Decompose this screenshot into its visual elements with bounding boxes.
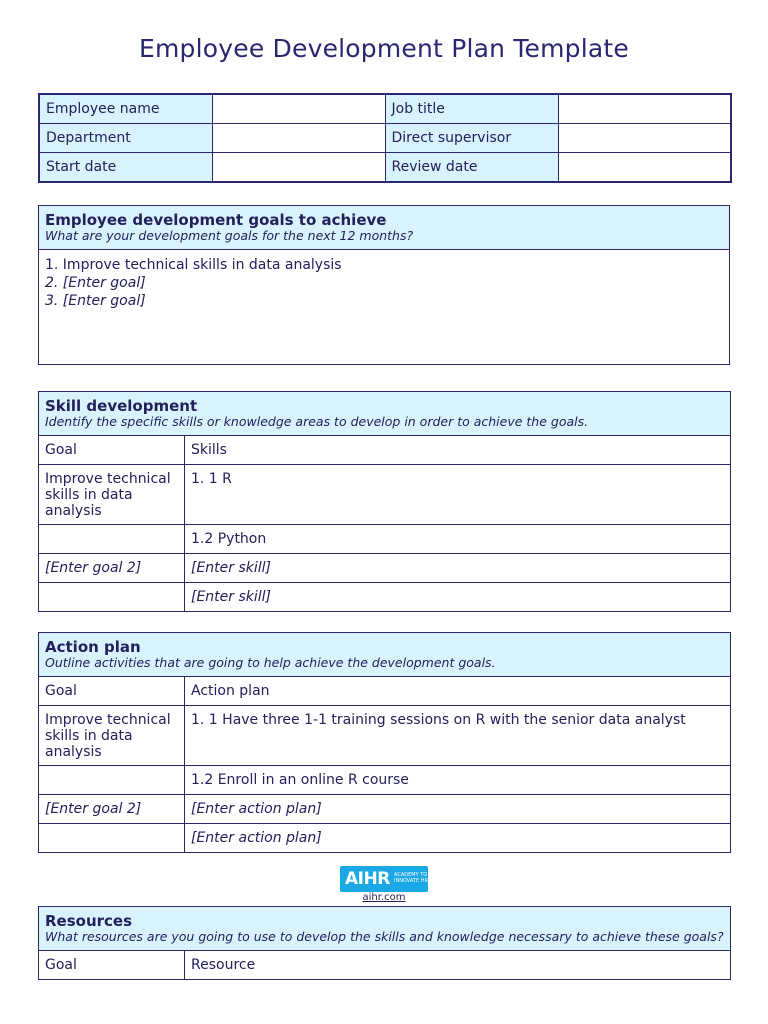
action-goal-empty[interactable] xyxy=(39,824,185,853)
goals-section xyxy=(38,205,730,365)
goals-body[interactable] xyxy=(39,250,730,365)
skills-col-skills: Skills xyxy=(185,436,731,465)
skills-goal-empty[interactable] xyxy=(39,583,185,612)
logo-tagline: ACADEMY TO INNOVATE HR xyxy=(394,872,428,884)
action-goal-empty[interactable] xyxy=(39,766,185,795)
action-plan-1[interactable]: 1. 1 Have three 1-1 training sessions on R with the senior data analyst xyxy=(185,706,731,766)
action-goal-2[interactable]: [Enter goal 2] xyxy=(39,795,185,824)
direct-supervisor-field[interactable] xyxy=(558,124,731,153)
action-col-goal: Goal xyxy=(39,677,185,706)
action-plan-2[interactable]: 1.2 Enroll in an online R course xyxy=(185,766,731,795)
review-date-field[interactable] xyxy=(558,153,731,183)
goals-heading: Employee development goals to achieve xyxy=(45,211,387,229)
employee-info-table xyxy=(38,93,732,183)
skills-header xyxy=(39,392,731,436)
resources-heading: Resources xyxy=(45,912,133,930)
skills-heading: Skill development xyxy=(45,397,198,415)
job-title-label: Job title xyxy=(385,94,558,124)
action-plan-4[interactable]: [Enter action plan] xyxy=(185,824,731,853)
department-field[interactable] xyxy=(212,124,385,153)
action-subheading: Outline activities that are going to help achieve the development goals. xyxy=(45,655,496,670)
skills-skill-2[interactable]: 1.2 Python xyxy=(185,525,731,554)
employee-name-field[interactable] xyxy=(212,94,385,124)
action-goal-1[interactable]: Improve technical skills in data analysis xyxy=(39,706,185,766)
goals-header xyxy=(39,206,730,250)
action-plan-section xyxy=(38,632,731,853)
skills-col-goal: Goal xyxy=(39,436,185,465)
action-col-plan: Action plan xyxy=(185,677,731,706)
skills-skill-1[interactable]: 1. 1 R xyxy=(185,465,731,525)
action-header xyxy=(39,633,731,677)
logo-link[interactable]: aihr.com xyxy=(362,892,406,903)
department-label: Department xyxy=(39,124,212,153)
goal-item: 3. [Enter goal] xyxy=(45,293,146,309)
skills-subheading: Identify the specific skills or knowledge areas to develop in order to achieve the goals. xyxy=(45,414,589,429)
direct-supervisor-label: Direct supervisor xyxy=(385,124,558,153)
skills-skill-3[interactable]: [Enter skill] xyxy=(185,554,731,583)
action-heading: Action plan xyxy=(45,638,141,656)
resources-col-goal: Goal xyxy=(39,951,185,980)
resources-section xyxy=(38,906,731,980)
skills-goal-empty[interactable] xyxy=(39,525,185,554)
skill-development-section xyxy=(38,391,731,612)
goal-item: 2. [Enter goal] xyxy=(45,275,146,291)
resources-subheading: What resources are you going to use to develop the skills and knowledge necessary to achieve these goals? xyxy=(45,929,724,944)
skills-skill-4[interactable]: [Enter skill] xyxy=(185,583,731,612)
start-date-field[interactable] xyxy=(212,153,385,183)
review-date-label: Review date xyxy=(385,153,558,183)
action-plan-3[interactable]: [Enter action plan] xyxy=(185,795,731,824)
logo-name: AIHR xyxy=(345,869,390,889)
goals-subheading: What are your development goals for the next 12 months? xyxy=(45,228,414,243)
start-date-label: Start date xyxy=(39,153,212,183)
goal-item: 1. Improve technical skills in data analysis xyxy=(45,257,342,273)
skills-goal-1[interactable]: Improve technical skills in data analysis xyxy=(39,465,185,525)
skills-goal-2[interactable]: [Enter goal 2] xyxy=(39,554,185,583)
resources-col-resource: Resource xyxy=(185,951,731,980)
resources-header xyxy=(39,907,731,951)
aihr-logo[interactable] xyxy=(340,866,428,892)
page-title: Employee Development Plan Template xyxy=(138,34,629,63)
job-title-field[interactable] xyxy=(558,94,731,124)
employee-name-label: Employee name xyxy=(39,94,212,124)
